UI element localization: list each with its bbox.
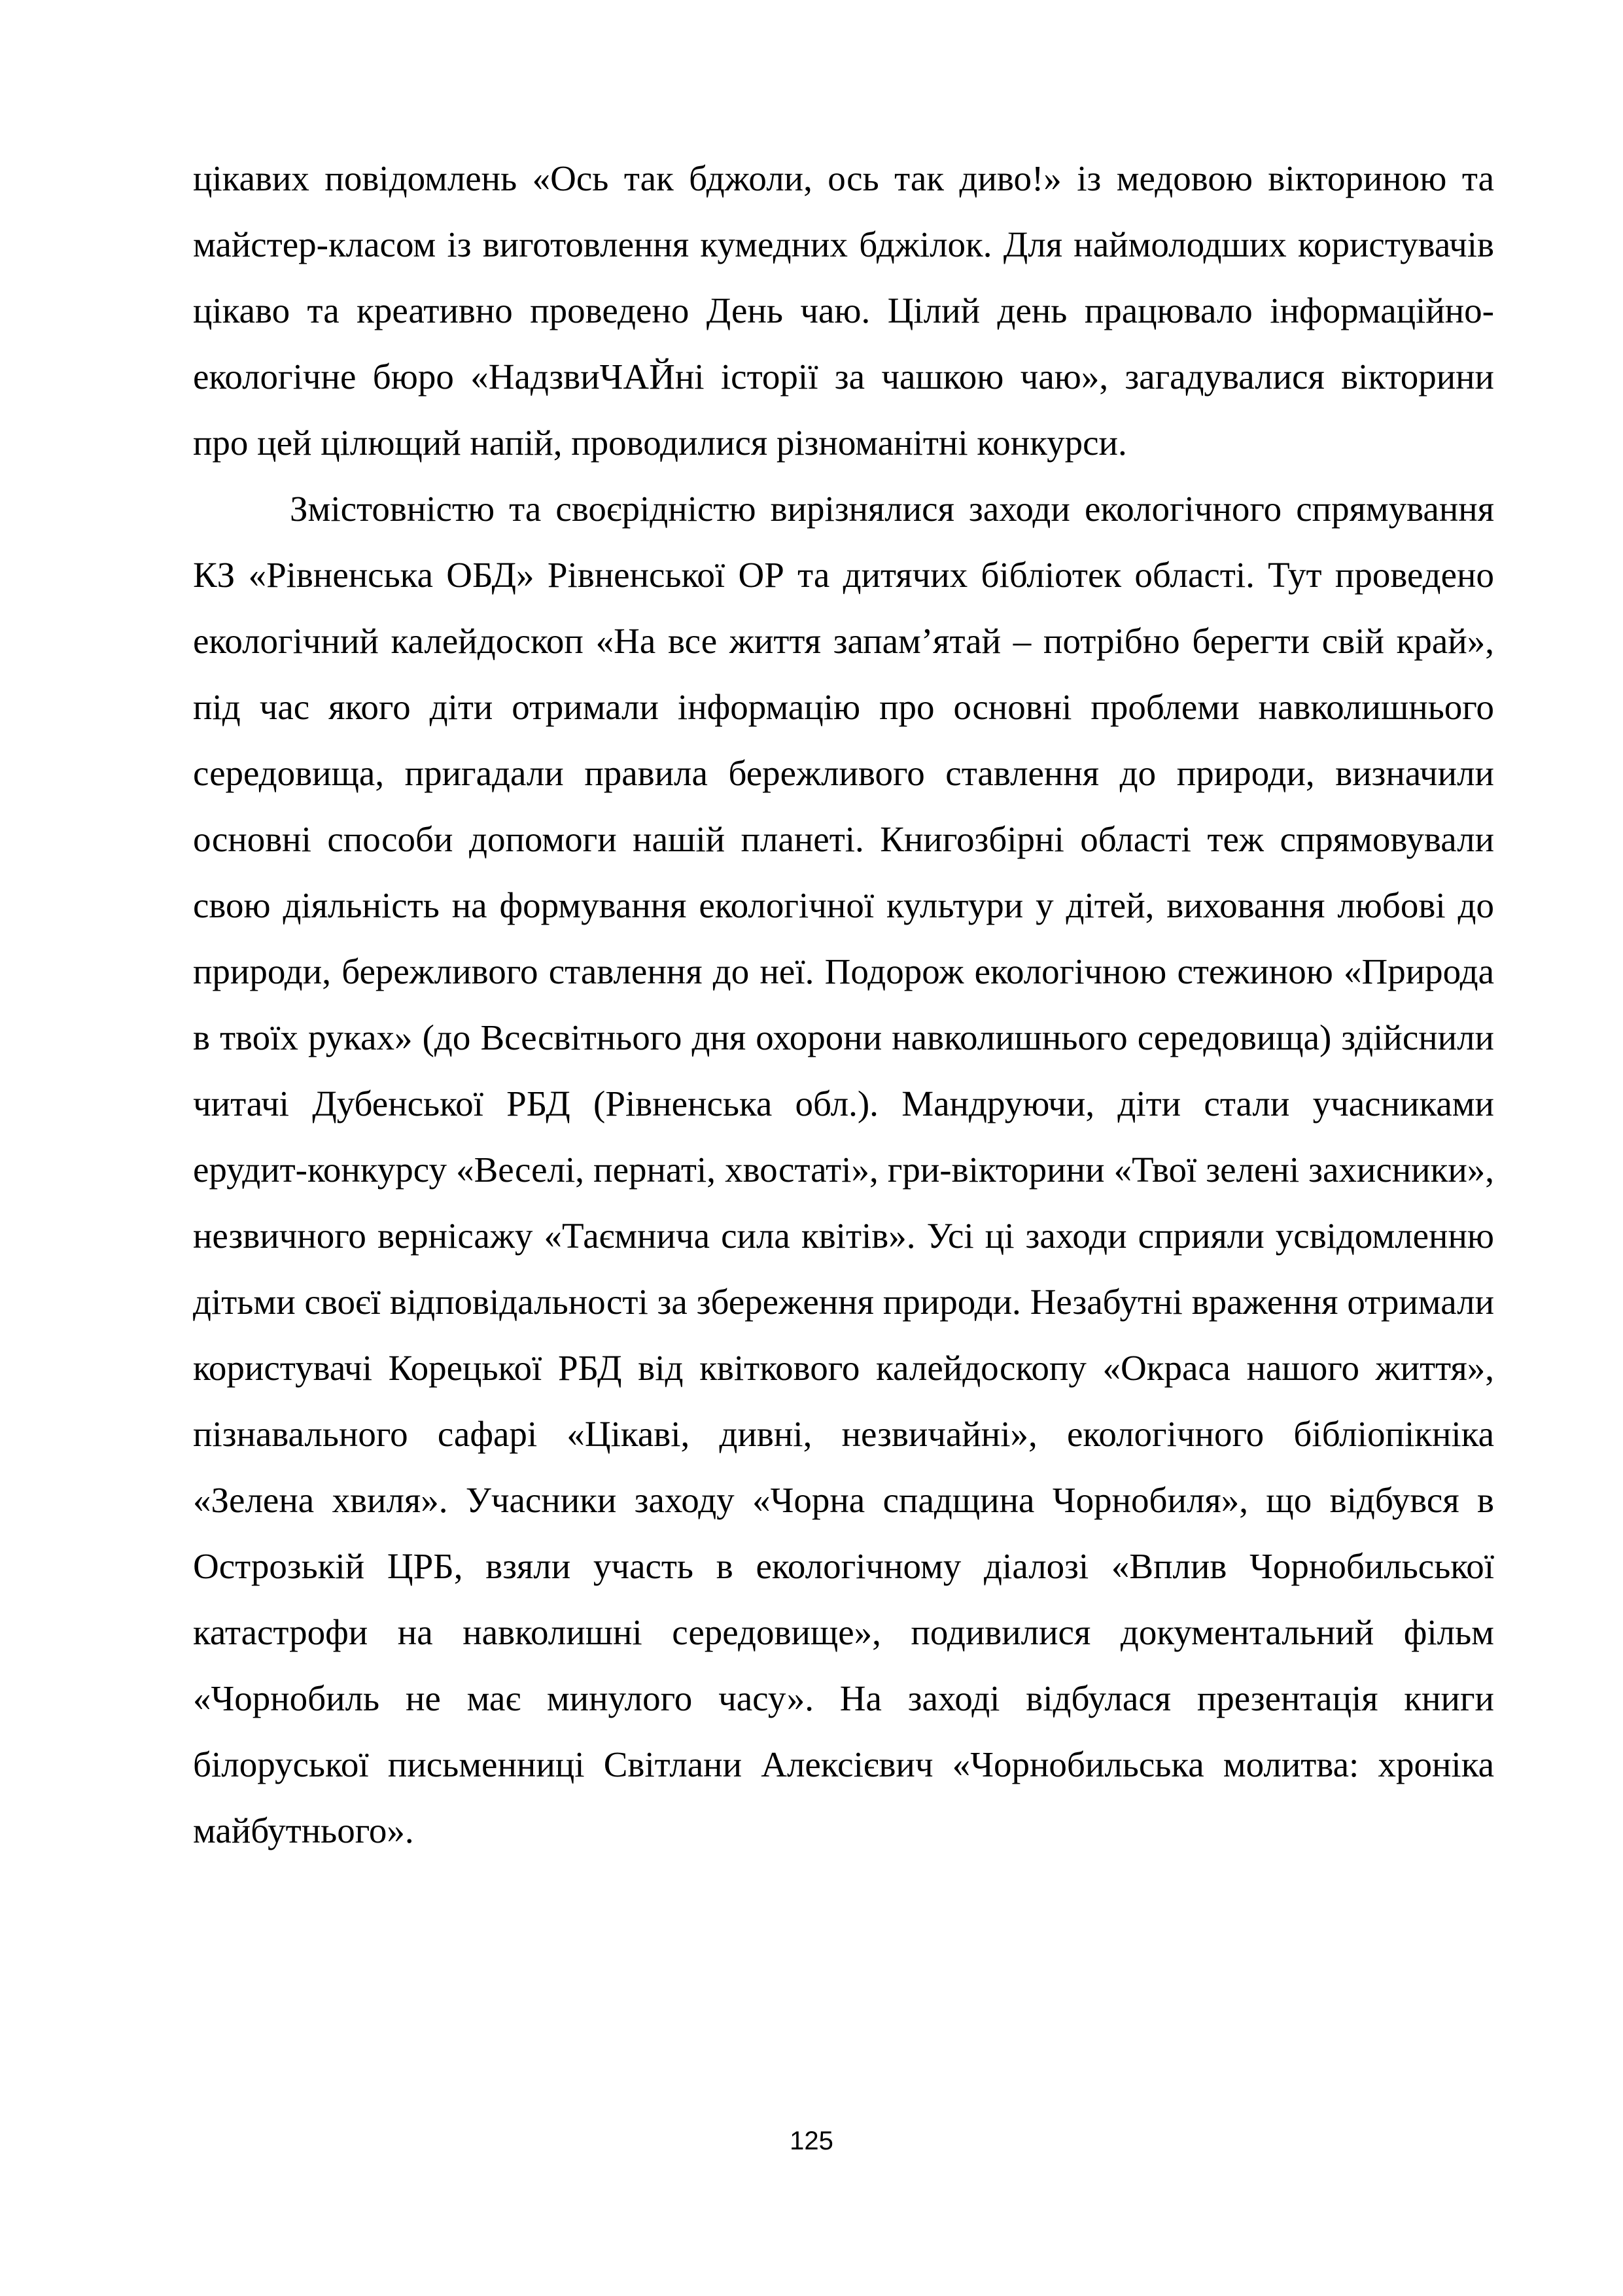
paragraph-2: Змістовністю та своєрідністю вирізнялися заходи екологічного спрямування КЗ «Рівненська ОБД» Рівненської ОР та дитячих бібліотек області. Тут проведено екологічний калейдоскоп «На все життя запам’ятай – потрібно берегти свій край», під час якого діти отримали інформацію про основні проблеми навколишнього середовища, пригадали правила бережливого ставлення до природи, визначили основні способи допомоги нашій планеті. Книгозбірні області теж спрямовували свою діяльність на формування екологічної культури у дітей, виховання любові до природи, бережливого ставлення до неї. Подорож екологічною стежиною «Природа в твоїх руках» (до Всесвітнього дня охорони навколишнього середовища) здійснили читачі Дубенської РБД (Рівненська обл.). Мандруючи, діти стали учасниками ерудит-конкурсу «Веселі, пернаті, хвостаті», гри-вікторини «Твої зелені захисники», незвичного вернісажу «Таємнича сила квітів». Усі ці заходи сприяли усвідомленню дітьми своєї відповідальності за збереження природи. Незабутні враження отримали користувачі Корецької РБД від квіткового калейдоскопу «Окраса нашого життя», пізнавального сафарі «Цікаві, дивні, незвичайні», екологічного бібліопікніка «Зелена хвиля». Учасники заходу «Чорна спадщина Чорнобиля», що відбувся в Острозькій ЦРБ, взяли участь в екологічному діалозі «Вплив Чорнобильської катастрофи на навколишні середовище», подивилися документальний фільм «Чорнобиль не має минулого часу». На заході відбулася презентація книги білоруської письменниці Світлани Алексієвич «Чорнобильська молитва: хроніка майбутнього».: [193, 489, 1494, 1850]
paragraph-1: цікавих повідомлень «Ось так бджоли, ось так диво!» із медовою вікториною та майстер-класом із виготовлення кумедних бджілок. Для наймолодших користувачів цікаво та креативно проведено День чаю. Цілий день працювало інформаційно-екологічне бюро «НадзвиЧАЙні історії за чашкою чаю», загадувалися вікторини про цей цілющий напій, проводилися різноманітні конкурси.: [193, 158, 1494, 463]
body-text: [193, 145, 1494, 1863]
page-number: 125: [790, 2127, 833, 2155]
